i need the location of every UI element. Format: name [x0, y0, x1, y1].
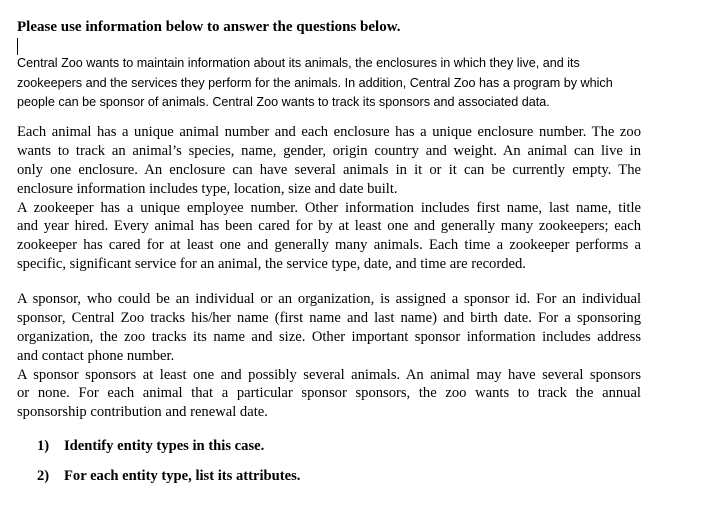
text-line: zookeeper has cared for at least one and generally many animals. Each time a zookeeper performs a: [17, 237, 641, 254]
text-line: Central Zoo wants to maintain information about its animals, the enclosures in which they live, and its: [17, 56, 580, 70]
text-line: enclosure information includes type, location, size and date built.: [17, 180, 398, 197]
question-2: [37, 468, 300, 485]
text-line: specific, significant service for an animal, the service type, date, and time are recorded.: [17, 256, 526, 273]
paragraph-sponsors: [17, 290, 641, 422]
intro-paragraph: [17, 54, 641, 113]
text-cursor: [17, 38, 18, 55]
text-line: wants to track an animal’s species, name, gender, origin country and weight. An animal can live in: [17, 142, 641, 159]
text-line: and contact phone number.: [17, 347, 175, 364]
question-number: 1): [37, 438, 50, 454]
document-title: Please use information below to answer the questions below.: [17, 19, 401, 35]
text-line: only one enclosure. An enclosure can have several animals in it or it can be currently empty. The: [17, 161, 641, 178]
text-line: A sponsor sponsors at least one and possibly several animals. An animal may have several sponsors: [17, 366, 641, 383]
text-line: zookeepers and the services they perform for the animals. In addition, Central Zoo has a program by which: [17, 75, 613, 90]
question-1: [37, 438, 264, 455]
text-line: sponsorship contribution and renewal date.: [17, 404, 268, 421]
text-line: sponsor, Central Zoo tracks his/her name (first name and last name) and birth date. For a sponsoring: [17, 309, 641, 326]
question-number: 2): [37, 468, 50, 484]
question-text: For each entity type, list its attributes.: [64, 468, 301, 484]
paragraph-animals-enclosures: [17, 123, 641, 274]
text-line: and year hired. Every animal has been cared for by at least one and generally many zookeepers; each: [17, 218, 641, 235]
text-line: or none. For each animal that a particular sponsor sponsors, the zoo wants to track the annual: [17, 385, 641, 402]
text-line: people can be sponsor of animals. Central Zoo wants to track its sponsors and associated data.: [17, 95, 550, 109]
text-line: organization, the zoo tracks its name and size. Other important sponsor information includes address: [17, 328, 641, 345]
text-line: A zookeeper has a unique employee number. Other information includes first name, last name, title: [17, 199, 641, 216]
text-line: A sponsor, who could be an individual or an organization, is assigned a sponsor id. For an individual: [17, 291, 641, 307]
text-line: Each animal has a unique animal number and each enclosure has a unique enclosure number. The zoo: [17, 124, 641, 140]
question-text: Identify entity types in this case.: [64, 438, 265, 454]
